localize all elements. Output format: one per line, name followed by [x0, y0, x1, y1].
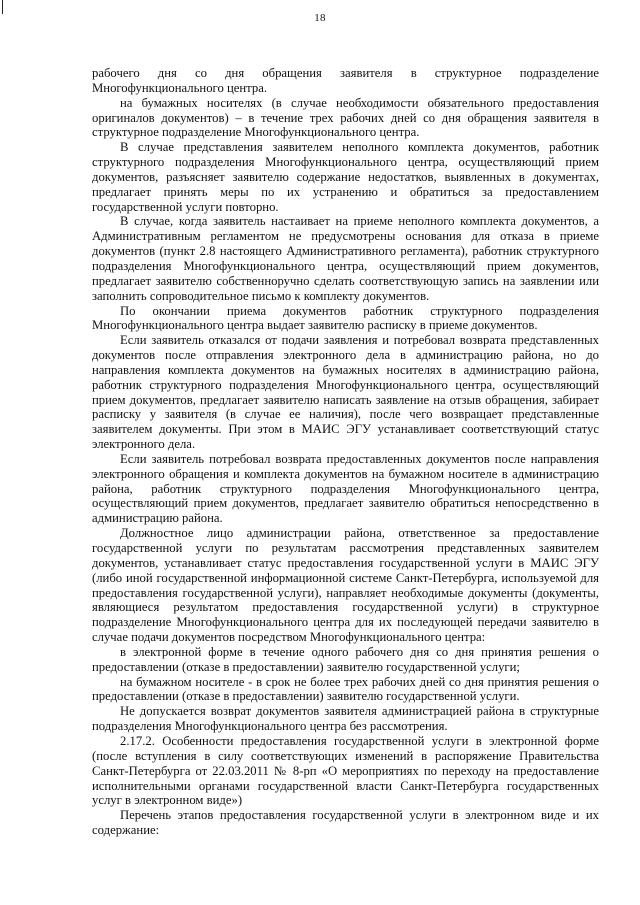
paragraph-applicant-insists: В случае, когда заявитель настаивает на приеме неполного комплекта документов, а Административным регламентом не предусмотрены основания для отказа в приеме документов (пункт 2.8 настоящего Административного регламента), работник структурного подразделения Многофункционального центра, осуществляющий прием документов, предлагает заявителю собственноручно сделать соответствующую запись на заявлении или заполнить сопроводительное письмо к комплекту документов. [92, 214, 599, 303]
page-number: 18 [314, 12, 326, 24]
paragraph-receipt-issued: По окончании приема документов работник структурного подразделения Многофункционального центра выдает заявителю расписку в приеме документов. [92, 303, 599, 333]
paragraph-application-withdrawn: Если заявитель отказался от подачи заявления и потребовал возврата представленных документов после отправления электронного дела в администрацию района, но до направления комплекта документов на бумажных носителях в администрацию района, работник структурного подразделения Многофункционального центра, осуществляющий прием документов, предлагает заявителю написать заявление на отзыв обращения, забирает расписку у заявителя (в случае ее наличия), после чего возвращает представленные заявителем документы. При этом в МАИС ЭГУ устанавливает соответствующий статус электронного дела. [92, 333, 599, 452]
paragraph-continuation: рабочего дня со дня обращения заявителя в структурное подразделение Многофункционального центра. [92, 66, 599, 95]
paragraph-return-after-sending: Если заявитель потребовал возврата предоставленных документов после направления электронного обращения и комплекта документов на бумажном носителе в администрацию района, работник структурного подразделения Многофункционального центра, осуществляющий прием документов, предлагает заявителю обратиться непосредственно в администрацию района. [92, 451, 599, 526]
paragraph-no-return: Не допускается возврат документов заявителя администрацией района в структурные подразделения Многофункционального центра без рассмотрения. [92, 704, 599, 734]
paragraph-paper-form-term: на бумажном носителе - в срок не более трех рабочих дней со дня принятия решения о предоставлении (отказе в предоставлении) заявителю государственной услуги. [92, 674, 599, 704]
paragraph-stages-list: Перечень этапов предоставления государственной услуги в электронном виде и их содержание: [92, 808, 599, 838]
paragraph-section-2-17-2: 2.17.2. Особенности предоставления государственной услуги в электронной форме (после вступления в силу соответствующих изменений в распоряжение Правительства Санкт-Петербурга от 22.03.2011 № 8-рп «О мероприятиях по переходу на предоставление исполнительными органами государственной власти Санкт-Петербурга государственных услуг в электронном виде») [92, 733, 599, 808]
paragraph-official-responsible: Должностное лицо администрации района, ответственное за предоставление государственной услуги по результатам рассмотрения представленных заявителем документов, устанавливает статус предоставления государственной услуги в МАИС ЭГУ (либо иной государственной информационной системе Санкт-Петербурга, используемой для предоставления государственной услуги), направляет необходимые документы (документы, являющиеся результатом предоставления государственной услуги) в структурное подразделение Многофункционального центра для их последующей передачи заявителю в случае подачи документов посредством Многофункционального центра: [92, 526, 599, 645]
document-body [92, 66, 599, 838]
paragraph-electronic-form-term: в электронной форме в течение одного рабочего дня со дня принятия решения о предоставлении (отказе в предоставлении) заявителю государственной услуги; [92, 644, 599, 674]
paragraph-paper-media: на бумажных носителях (в случае необходимости обязательного предоставления оригиналов документов) – в течение трех рабочих дней со дня обращения заявителя в структурное подразделение Многофункционального центра. [92, 95, 599, 140]
paragraph-incomplete-documents: В случае представления заявителем неполного комплекта документов, работник структурного подразделения Многофункционального центра, осуществляющий прием документов, разъясняет заявителю содержание недостатков, выявленных в документах, предлагает принять меры по их устранению и обратиться за предоставлением государственной услуги повторно. [92, 140, 599, 214]
